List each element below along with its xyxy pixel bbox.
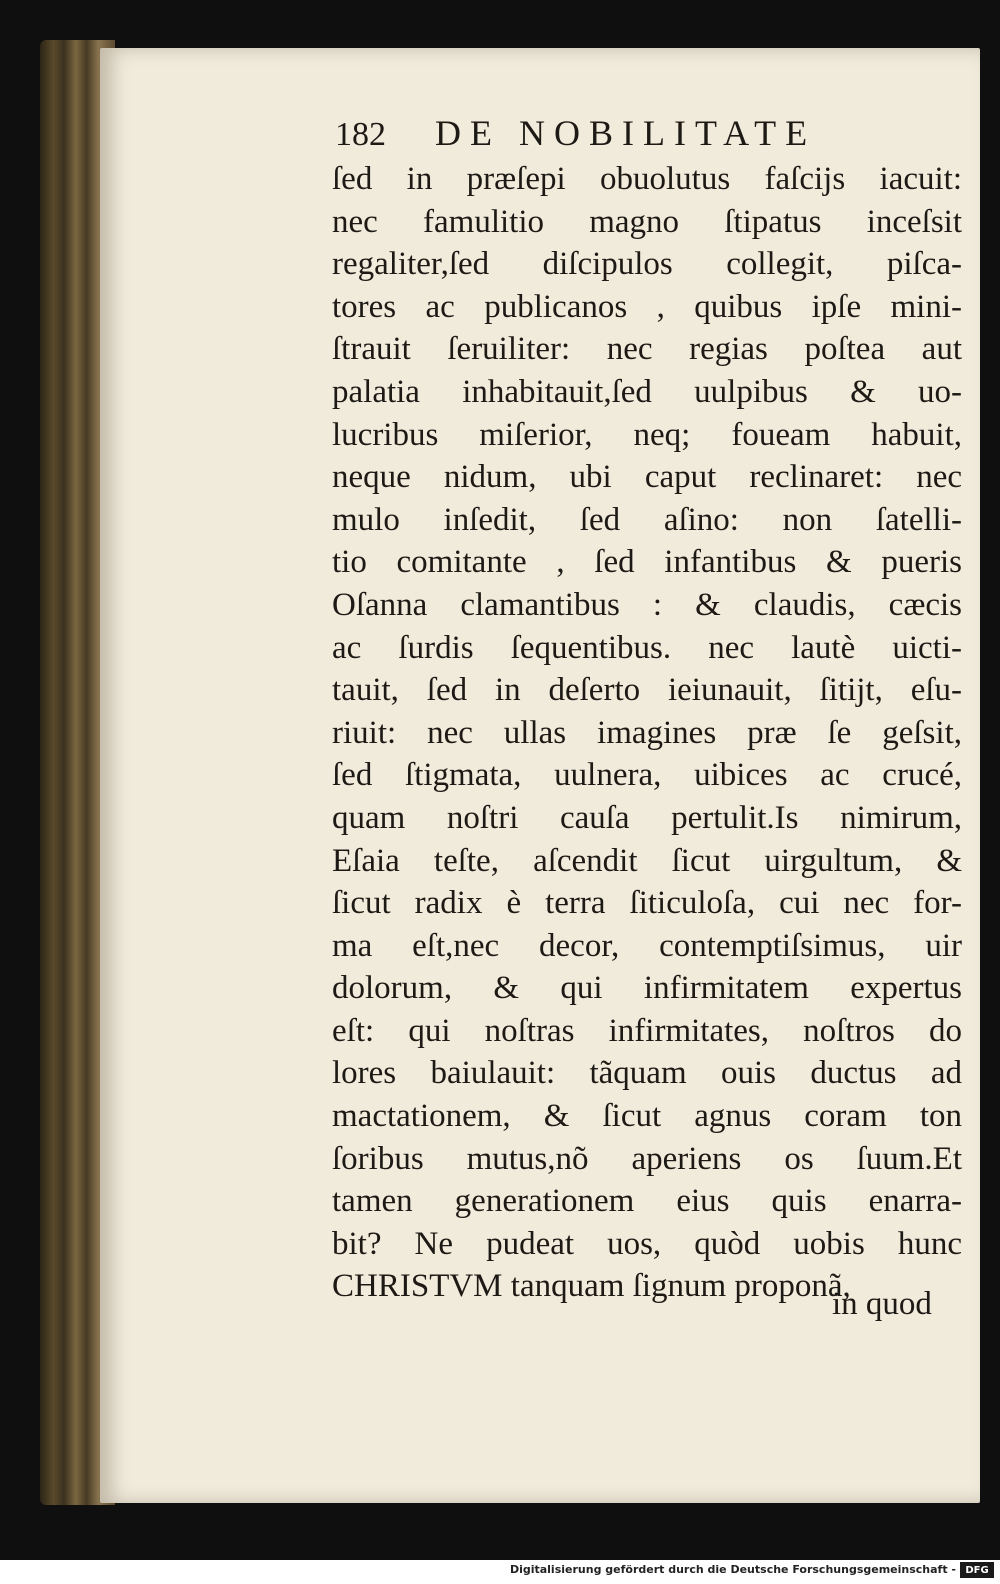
text-line: dolorum, & qui infirmitatem expertus [332, 970, 962, 1007]
text-line: ſed ſtigmata, uulnera, uibices ac crucé, [332, 757, 962, 794]
text-line: palatia inhabitauit,ſed uulpibus & uo- [332, 373, 962, 410]
text-line: tauit, ſed in deſerto ieiunauit, ſitijt, eſu- [332, 672, 962, 709]
text-line: riuit: nec ullas imagines præ ſe geſsit, [332, 714, 962, 751]
text-line: CHRISTVM tanquam ſignum proponã, [332, 1268, 851, 1305]
text-line: ſoribus mutus,nõ aperiens os ſuum.Et [332, 1140, 962, 1177]
text-line: ma eſt,nec decor, contemptiſsimus, uir [332, 927, 962, 964]
text-line: bit? Ne pudeat uos, quòd uobis hunc [332, 1225, 962, 1262]
text-line: tamen generationem eius quis enarra- [332, 1183, 962, 1220]
funding-credit: Digitalisierung gefördert durch die Deutsche Forschungsgemeinschaft - [509, 1563, 956, 1576]
text-line: neque nidum, ubi caput reclinaret: nec [332, 459, 962, 496]
text-line: eſt: qui noſtras infirmitates, noſtros do [332, 1012, 962, 1049]
text-line: quam noſtri cauſa pertulit.Is nimirum, [332, 799, 962, 836]
catchword: in quod [832, 1286, 932, 1322]
text-line: ſtrauit ſeruiliter: nec regias poſtea aut [332, 331, 962, 368]
text-line: lores baiulauit: tãquam ouis ductus ad [332, 1055, 962, 1092]
page-number: 182 [335, 116, 386, 153]
text-line: ac ſurdis ſequentibus. nec lautè uicti- [332, 629, 962, 666]
text-line: nec famulitio magno ſtipatus inceſsit [332, 203, 962, 240]
text-line: ſed in præſepi obuolutus faſcijs iacuit: [332, 161, 962, 197]
running-title: DE NOBILITATE [435, 113, 817, 153]
dfg-logo: DFG [960, 1562, 994, 1578]
text-line: tores ac publicanos , quibus ipſe mini- [332, 288, 962, 325]
text-line: lucribus miſerior, neq; foueam habuit, [332, 416, 962, 453]
text-line: regaliter,ſed diſcipulos collegit, piſca- [332, 246, 962, 283]
text-line: Oſanna clamantibus : & claudis, cæcis [332, 586, 962, 623]
text-line: ſicut radix è terra ſiticuloſa, cui nec for- [332, 885, 962, 922]
text-line: tio comitante , ſed infantibus & pueris [332, 544, 962, 581]
running-head [335, 112, 955, 158]
text-line: mactationem, & ſicut agnus coram ton [332, 1098, 962, 1135]
text-line: Eſaia teſte, aſcendit ſicut uirgultum, & [332, 842, 962, 879]
text-line: mulo inſedit, ſed aſino: non ſatelli- [332, 501, 962, 538]
body-text [332, 158, 962, 1308]
